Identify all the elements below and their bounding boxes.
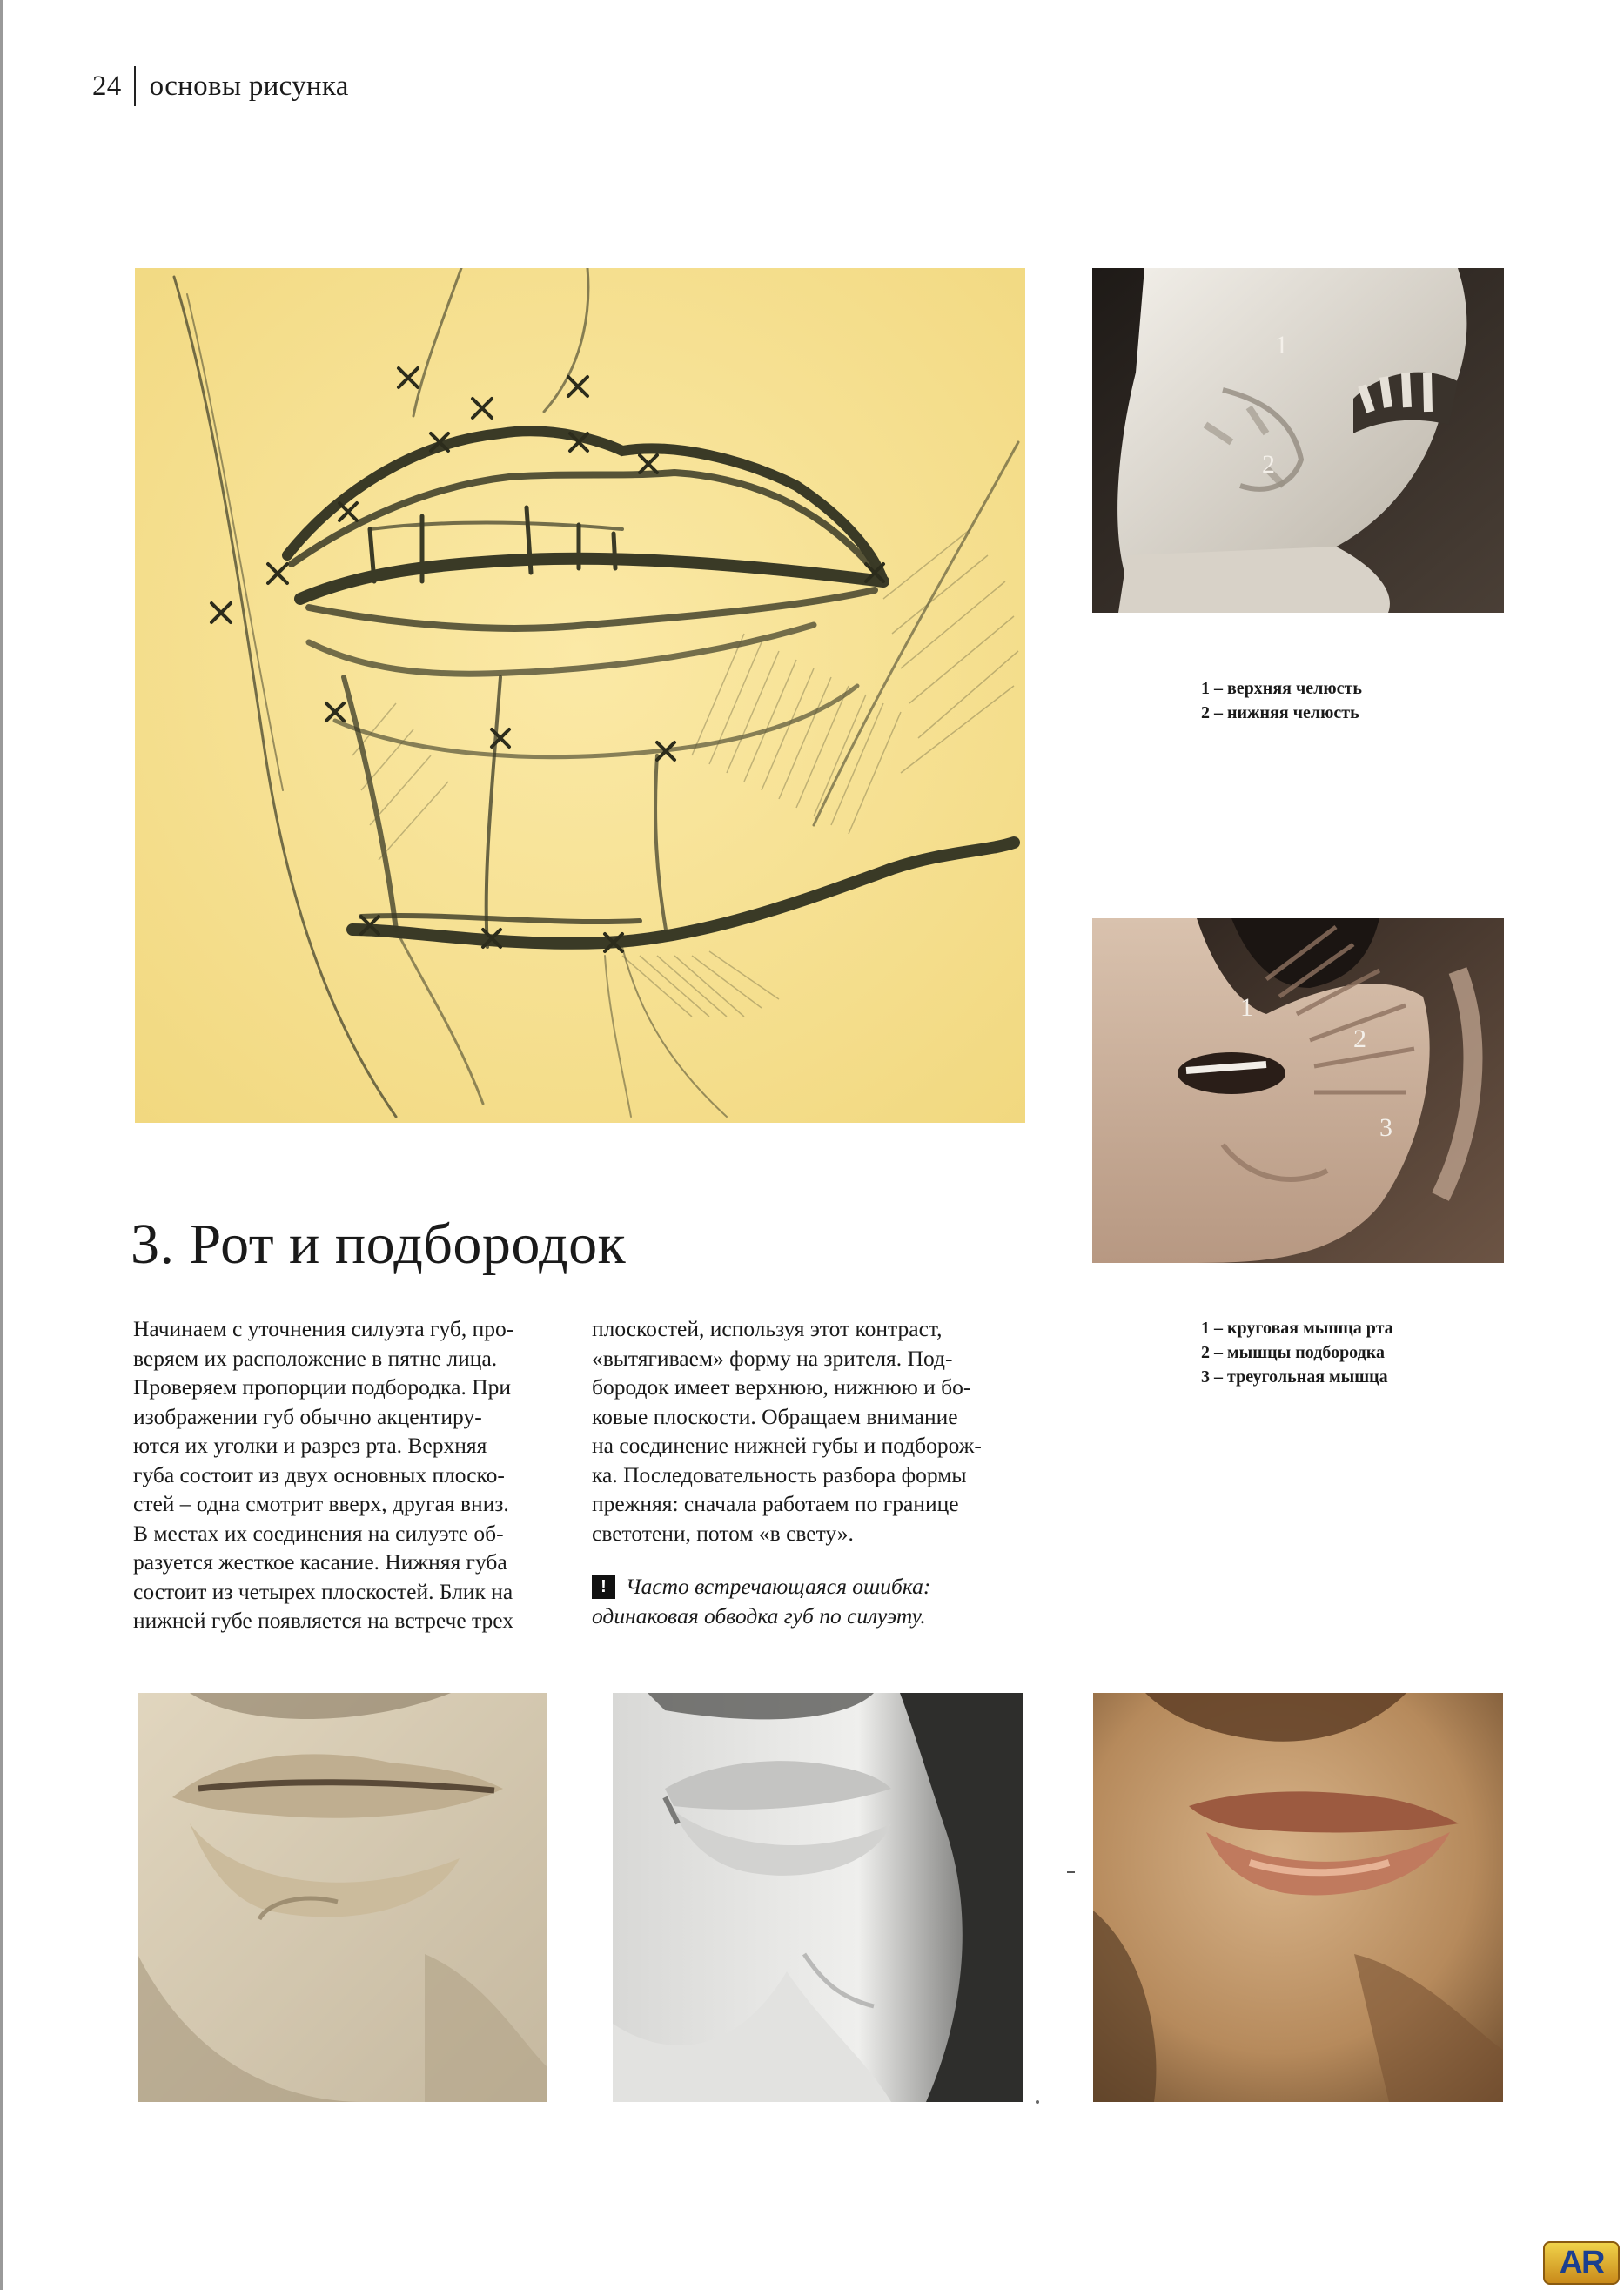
common-mistake-note <box>592 1572 1027 1630</box>
skull-marker-2: 2 <box>1262 450 1275 479</box>
facial-muscles-photo <box>1092 918 1504 1263</box>
text-line: прежняя: сначала работаем по границе <box>592 1491 959 1516</box>
text-line: ка. Последовательность разбора формы <box>592 1461 967 1487</box>
text-line: светотени, потом «в свету». <box>592 1520 854 1546</box>
text-line: ковые плоскости. Обращаем внимание <box>592 1403 958 1429</box>
text-line: «вытягиваем» форму на зрителя. Под- <box>592 1345 953 1371</box>
warning-line: одинаковая обводка губ по силуэту. <box>592 1602 926 1629</box>
muscles-marker-2: 2 <box>1353 1024 1366 1053</box>
muscles-caption <box>1201 1316 1393 1389</box>
muscles-marker-3: 3 <box>1379 1113 1392 1142</box>
text-line: Проверяем пропорции подбородка. При <box>133 1374 512 1400</box>
caption-line: 2 – нижняя челюсть <box>1201 703 1359 722</box>
section-name: основы рисунка <box>149 70 349 102</box>
text-line: ются их уголки и разрез рта. Верхняя <box>133 1433 487 1458</box>
painting-mouth-photo <box>1093 1693 1503 2102</box>
text-line: стей – одна смотрит вверх, другая вниз. <box>133 1491 509 1516</box>
text-line: В местах их соединения на силуэте об- <box>133 1520 504 1546</box>
body-text-right-column <box>592 1314 1021 1548</box>
print-mark <box>1067 1871 1075 1873</box>
caption-line: 2 – мышцы подбородка <box>1201 1343 1385 1362</box>
page-number: 24 <box>92 70 122 102</box>
logo-text: AR <box>1559 2244 1604 2281</box>
print-mark <box>1036 2100 1039 2104</box>
warning-icon: ! <box>592 1575 615 1599</box>
running-header <box>92 64 349 108</box>
body-text-left-column <box>133 1314 562 1635</box>
text-line: Начинаем с уточнения силуэта губ, про- <box>133 1316 514 1341</box>
text-line: нижней губе появляется на встрече трех <box>133 1608 513 1633</box>
header-separator <box>134 66 136 106</box>
skull-marker-1: 1 <box>1275 331 1288 359</box>
caption-line: 3 – треугольная мышца <box>1201 1367 1388 1387</box>
text-line: плоскостей, используя этот контраст, <box>592 1316 943 1341</box>
text-line: на соединение нижней губы и подборож- <box>592 1433 982 1458</box>
page-edge <box>0 0 3 2290</box>
text-line: бородок имеет верхнюю, нижнюю и бо- <box>592 1374 971 1400</box>
skull-caption <box>1201 676 1362 725</box>
caption-line: 1 – круговая мышца рта <box>1201 1319 1393 1338</box>
stone-sculpture-mouth-photo <box>138 1693 547 2102</box>
plaster-cast-mouth-photo <box>613 1693 1023 2102</box>
muscles-marker-1: 1 <box>1240 993 1253 1022</box>
text-line: веряем их расположение в пятне лица. <box>133 1345 498 1371</box>
text-line: изображении губ обычно акцентиру- <box>133 1403 482 1429</box>
text-line: разуется жесткое касание. Нижняя губа <box>133 1549 507 1575</box>
mouth-sketch-image <box>135 268 1025 1123</box>
caption-line: 1 – верхняя челюсть <box>1201 679 1362 698</box>
skull-jaw-photo <box>1092 268 1504 613</box>
section-title: 3. Рот и подбородок <box>131 1212 627 1276</box>
text-line: состоит из четырех плоскостей. Блик на <box>133 1578 513 1604</box>
text-line: губа состоит из двух основных плоско- <box>133 1461 505 1487</box>
site-logo <box>1543 2241 1620 2285</box>
warning-line: Часто встречающаяся ошибка: <box>626 1574 931 1599</box>
